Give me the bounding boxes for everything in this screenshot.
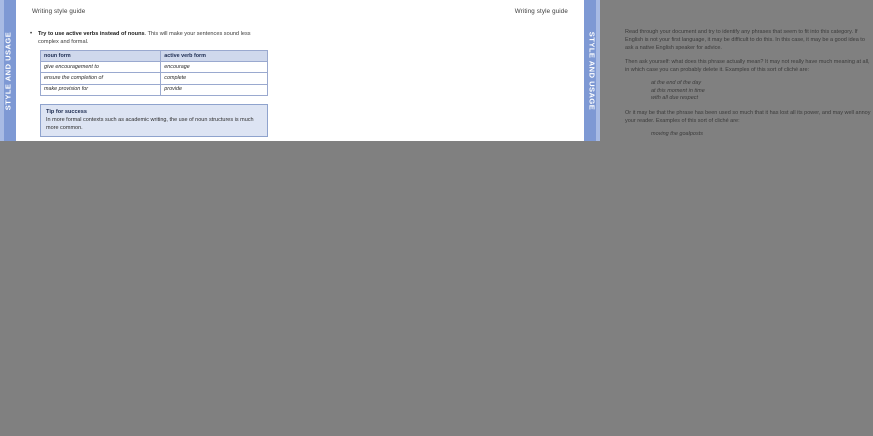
tab-edge-highlight bbox=[596, 0, 600, 141]
section-tab-label: STYLE AND USAGE bbox=[587, 31, 597, 110]
tip-title: Tip for success bbox=[46, 109, 87, 115]
bullet-text bbox=[38, 30, 270, 46]
section-tab-right[interactable] bbox=[584, 0, 600, 141]
left-page bbox=[0, 0, 300, 141]
right-page bbox=[300, 0, 871, 141]
page-spread bbox=[0, 0, 871, 141]
left-page-running-head: Writing style guide bbox=[32, 8, 86, 15]
cliche-example: moving the goalposts bbox=[651, 130, 703, 137]
table-cell-noun-form: give encouragement to bbox=[41, 62, 161, 73]
column-header-noun-form: noun form bbox=[41, 51, 161, 62]
paragraph-1: Read through your document and try to identify any phrases that seem to fit into this category. If English is not your first language, it may be difficult to do this. In this case, it may be a good idea to ask a native English speaker for advice. bbox=[625, 29, 865, 51]
cliche-example: at this moment in time bbox=[651, 87, 705, 94]
cliche-examples-list-2 bbox=[625, 131, 873, 139]
right-page-running-head: Writing style guide bbox=[514, 8, 568, 15]
bullet-block bbox=[30, 30, 270, 46]
cliche-example: at the end of the day bbox=[651, 80, 702, 86]
bullet-list-item bbox=[30, 30, 270, 46]
section-tab-left[interactable] bbox=[0, 0, 16, 141]
right-page-body bbox=[625, 28, 873, 144]
table-row bbox=[41, 62, 268, 73]
tip-body: In more formal contexts such as academic writing, the use of noun structures is much more common. bbox=[46, 117, 254, 131]
table-cell-verb-form: provide bbox=[161, 84, 268, 95]
cliche-example: with all due respect bbox=[651, 95, 699, 102]
table-cell-verb-form: encourage bbox=[161, 62, 268, 73]
bullet-marker-icon: • bbox=[30, 31, 33, 37]
table-row bbox=[41, 84, 268, 95]
paragraph-3: Or it may be that the phrase has been used so much that it has lost all its power, and may well annoy your reader. Examples of this sort of cliché are: bbox=[625, 109, 871, 124]
paragraph-2: Then ask yourself: what does this phrase actually mean? It may not really have much meaning at all, in which case you can probably delete it. Examples of this sort of cliché are: bbox=[625, 59, 870, 73]
table-cell-verb-form: complete bbox=[161, 73, 268, 84]
column-header-active-verb-form: active verb form bbox=[161, 51, 268, 62]
bullet-lead-bold: Try to use active verbs instead of nouns bbox=[38, 31, 145, 37]
cliche-examples-list-1 bbox=[625, 80, 873, 103]
table-cell-noun-form: ensure the completion of bbox=[41, 73, 161, 84]
bullet-rest: . This will make your sentences sound less complex and formal. bbox=[38, 31, 251, 46]
section-tab-label: STYLE AND USAGE bbox=[3, 31, 13, 110]
table-cell-noun-form: make provision for bbox=[41, 84, 161, 95]
viewer-background bbox=[0, 141, 600, 436]
table-header-row bbox=[41, 51, 268, 62]
table-row bbox=[41, 73, 268, 84]
noun-to-verb-table bbox=[40, 50, 268, 96]
tip-for-success-box bbox=[40, 104, 268, 137]
